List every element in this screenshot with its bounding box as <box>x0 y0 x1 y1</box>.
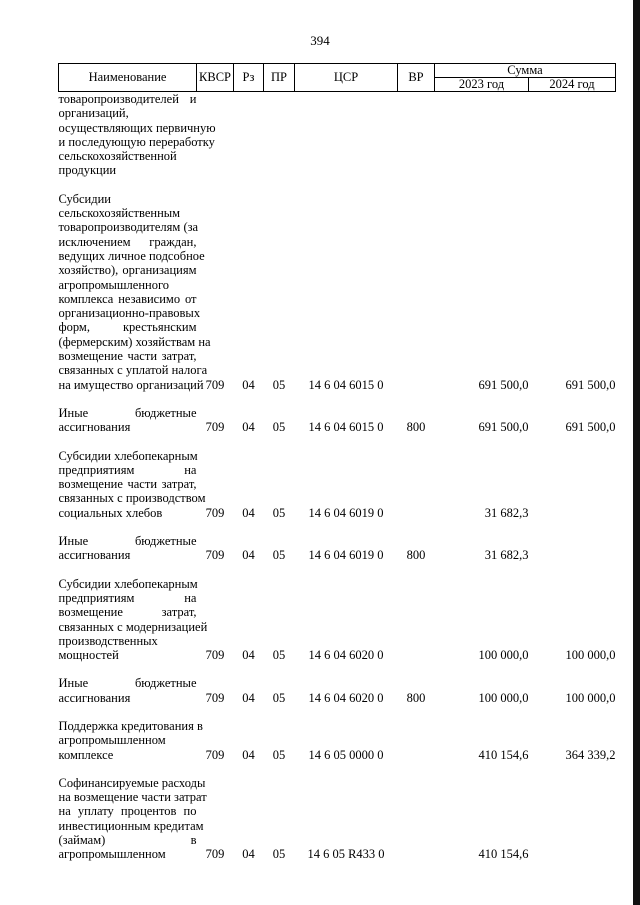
cell-sum-2024 <box>529 92 616 178</box>
table-row <box>59 676 616 705</box>
table-row <box>59 406 616 435</box>
cell-pr: 05 <box>272 377 286 392</box>
cell-csr <box>295 92 398 178</box>
row-spacer <box>59 392 616 406</box>
header-year-2024: 2024 год <box>529 78 616 92</box>
name-line: ассигнования <box>58 420 131 435</box>
name-line: осуществляющих первичную <box>58 120 216 135</box>
budget-table <box>58 63 616 862</box>
cell-name <box>58 775 207 862</box>
cell-csr: 14 6 05 R433 0 <box>307 847 385 862</box>
cell-kvsr: 709 <box>205 377 225 392</box>
name-line: исключением граждан, <box>58 234 197 249</box>
cell-vr: 800 <box>406 548 426 563</box>
row-spacer-cell <box>59 435 616 449</box>
table-row <box>59 577 616 663</box>
cell-sum-2023: 691 500,0 <box>478 420 529 435</box>
page-number: 394 <box>310 33 330 48</box>
name-line: форм, крестьянским <box>58 320 197 335</box>
cell-vr <box>398 776 435 862</box>
cell-sum-2024: 364 339,2 <box>565 747 616 762</box>
row-spacer <box>59 662 616 676</box>
row-spacer-cell <box>59 563 616 577</box>
cell-sum-2024 <box>529 534 616 563</box>
cell-kvsr: 709 <box>205 505 225 520</box>
cell-name <box>59 406 197 435</box>
name-line: производственных <box>58 633 158 648</box>
name-line: на возмещение части затрат <box>58 790 207 805</box>
table-header <box>59 64 616 92</box>
cell-pr: 05 <box>272 747 286 762</box>
cell-sum-2024 <box>529 449 616 520</box>
header-csr: ЦСР <box>295 64 398 92</box>
cell-rz: 04 <box>242 747 255 762</box>
cell-kvsr: 709 <box>205 420 225 435</box>
cell-csr: 14 6 04 6020 0 <box>308 648 384 663</box>
name-line: связанных с производством <box>58 491 206 506</box>
row-spacer <box>59 435 616 449</box>
name-line: сельскохозяйственным <box>58 206 181 221</box>
cell-kvsr: 709 <box>205 548 225 563</box>
name-line: возмещение части затрат, <box>58 349 197 364</box>
name-line: и последующую переработку <box>58 134 215 149</box>
name-line: возмещение затрат, <box>58 605 197 620</box>
name-line: связанных с уплатой налога <box>58 363 208 378</box>
name-line: товаропроизводителей и <box>58 92 197 106</box>
row-spacer <box>59 520 616 534</box>
cell-sum-2023 <box>435 92 529 178</box>
cell-vr: 800 <box>406 690 426 705</box>
name-line: комплексе <box>58 747 114 762</box>
row-spacer <box>59 705 616 719</box>
row-spacer <box>59 563 616 577</box>
cell-pr: 05 <box>272 548 286 563</box>
cell-vr <box>398 92 435 178</box>
header-kvsr: КВСР <box>197 64 234 92</box>
name-line: агропромышленном <box>58 847 166 862</box>
cell-pr: 05 <box>272 648 286 663</box>
name-line: Субсидии <box>58 191 111 206</box>
name-line: ассигнования <box>58 690 131 705</box>
cell-rz: 04 <box>242 690 255 705</box>
cell-csr: 14 6 04 6015 0 <box>308 377 384 392</box>
cell-sum-2024: 100 000,0 <box>565 690 616 705</box>
cell-kvsr: 709 <box>205 648 225 663</box>
name-line: мощностей <box>58 648 119 663</box>
cell-sum-2024: 100 000,0 <box>565 648 616 663</box>
cell-pr <box>264 92 295 178</box>
name-line: Иные бюджетные <box>58 534 197 549</box>
cell-csr: 14 6 05 0000 0 <box>308 747 384 762</box>
cell-name <box>58 92 216 178</box>
cell-vr <box>398 449 435 520</box>
cell-pr: 05 <box>272 420 286 435</box>
name-line: сельскохозяйственной <box>58 149 177 164</box>
cell-vr <box>398 719 435 762</box>
table-body <box>59 92 616 862</box>
table-row <box>59 449 616 520</box>
header-sum: Сумма <box>435 64 616 78</box>
name-line: связанных с модернизацией <box>58 619 208 634</box>
name-line: товаропроизводителям (за <box>58 220 199 235</box>
name-line: Иные бюджетные <box>58 405 197 420</box>
name-line: продукции <box>58 163 117 178</box>
name-line: предприятиям на <box>58 590 197 605</box>
table-row <box>59 192 616 392</box>
name-line: Субсидии хлебопекарным <box>58 576 198 591</box>
table-row <box>59 534 616 563</box>
row-spacer <box>59 762 616 776</box>
scan-edge-bar <box>633 0 640 905</box>
cell-vr <box>398 192 435 392</box>
name-line: агропромышленном <box>58 733 166 748</box>
name-line: инвестиционным кредитам <box>58 818 204 833</box>
cell-kvsr: 709 <box>205 847 225 862</box>
cell-name <box>59 534 197 563</box>
row-spacer <box>59 178 616 192</box>
table-row <box>59 719 616 762</box>
cell-sum-2023: 31 682,3 <box>484 548 529 563</box>
cell-rz: 04 <box>242 847 255 862</box>
name-line: организационно-правовых <box>58 306 201 321</box>
name-line: на имущество организаций <box>58 377 204 392</box>
name-line: агропромышленного <box>58 277 170 292</box>
name-line: комплекса независимо от <box>58 291 197 306</box>
cell-pr: 05 <box>272 847 286 862</box>
cell-vr <box>398 577 435 663</box>
name-line: хозяйство), организациям <box>58 263 197 278</box>
cell-name <box>58 576 208 663</box>
cell-sum-2024 <box>529 776 616 862</box>
cell-rz: 04 <box>242 548 255 563</box>
cell-kvsr: 709 <box>205 690 225 705</box>
cell-vr: 800 <box>406 420 426 435</box>
cell-kvsr: 709 <box>205 747 225 762</box>
cell-sum-2023: 410 154,6 <box>478 747 529 762</box>
name-line: возмещение части затрат, <box>58 477 197 492</box>
cell-sum-2023: 691 500,0 <box>478 377 529 392</box>
cell-sum-2023: 31 682,3 <box>484 505 529 520</box>
cell-name <box>58 448 206 520</box>
cell-pr: 05 <box>272 505 286 520</box>
header-name: Наименование <box>59 64 197 92</box>
cell-rz: 04 <box>242 377 255 392</box>
row-spacer-cell <box>59 178 616 192</box>
name-line: ассигнования <box>58 548 131 563</box>
table-row <box>59 92 616 178</box>
name-line: Поддержка кредитования в <box>58 718 203 733</box>
name-line: ведущих личное подсобное <box>58 248 205 263</box>
name-line: социальных хлебов <box>58 505 163 520</box>
cell-name <box>58 718 203 762</box>
cell-sum-2024: 691 500,0 <box>565 420 616 435</box>
row-spacer-cell <box>59 662 616 676</box>
cell-sum-2023: 100 000,0 <box>478 648 529 663</box>
cell-rz: 04 <box>242 420 255 435</box>
cell-pr: 05 <box>272 690 286 705</box>
name-line: организаций, <box>58 106 129 121</box>
name-line: (фермерским) хозяйствам на <box>58 334 211 349</box>
cell-csr: 14 6 04 6019 0 <box>308 505 384 520</box>
header-rz: Рз <box>234 64 264 92</box>
cell-csr: 14 6 04 6020 0 <box>308 690 384 705</box>
cell-sum-2024: 691 500,0 <box>565 377 616 392</box>
name-line: на уплату процентов по <box>58 804 197 819</box>
header-pr: ПР <box>264 64 295 92</box>
row-spacer-cell <box>59 705 616 719</box>
name-line: Софинансируемые расходы <box>58 775 206 790</box>
cell-csr: 14 6 04 6015 0 <box>308 420 384 435</box>
row-spacer-cell <box>59 520 616 534</box>
cell-rz: 04 <box>242 648 255 663</box>
cell-name <box>59 676 197 705</box>
header-vr: ВР <box>398 64 435 92</box>
cell-csr: 14 6 04 6019 0 <box>308 548 384 563</box>
cell-name <box>58 191 211 392</box>
cell-rz <box>234 92 264 178</box>
cell-sum-2023: 410 154,6 <box>478 847 529 862</box>
cell-rz: 04 <box>242 505 255 520</box>
cell-sum-2023: 100 000,0 <box>478 690 529 705</box>
name-line: (займам) в <box>58 833 197 848</box>
name-line: Субсидии хлебопекарным <box>58 448 198 463</box>
name-line: предприятиям на <box>58 462 197 477</box>
name-line: Иные бюджетные <box>58 676 197 691</box>
row-spacer-cell <box>59 392 616 406</box>
row-spacer-cell <box>59 762 616 776</box>
header-year-2023: 2023 год <box>435 78 529 92</box>
table-row <box>59 776 616 862</box>
